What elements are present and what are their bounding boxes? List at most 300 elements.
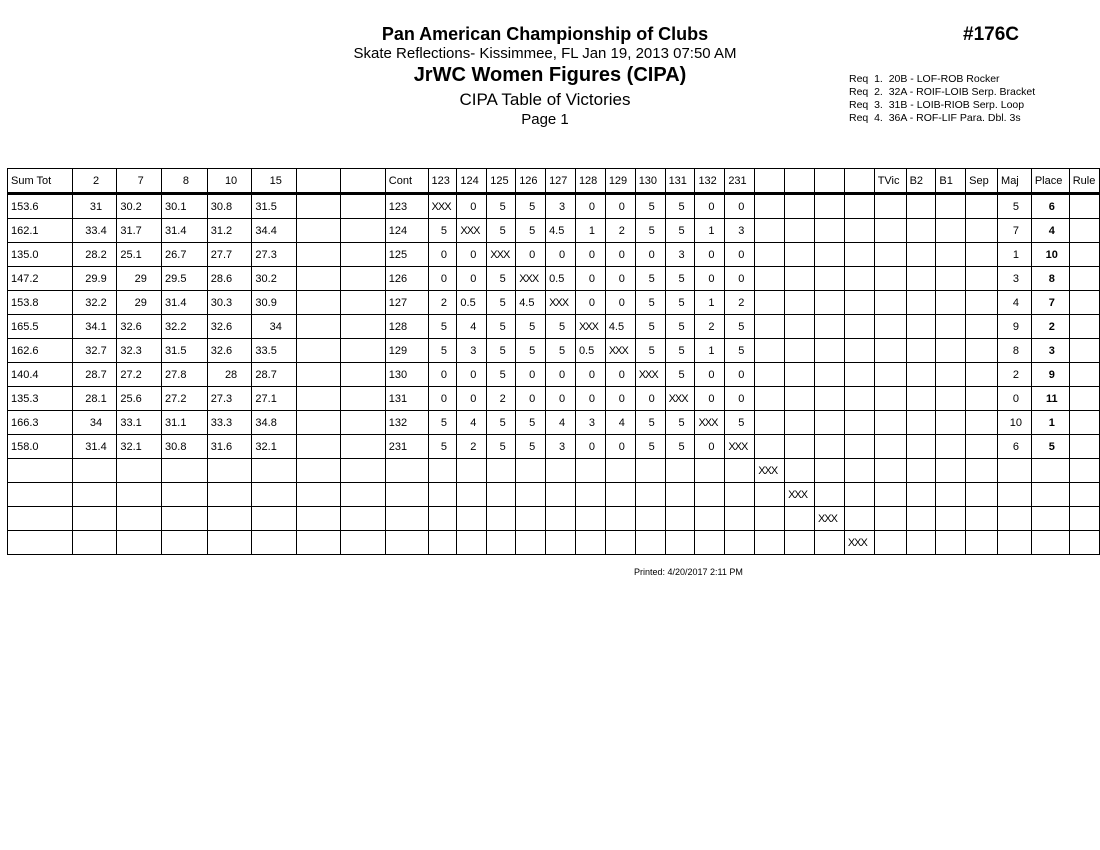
table-cell [341, 483, 385, 507]
table-cell: 5 [487, 315, 516, 339]
table-cell [874, 243, 906, 267]
table-cell: 5 [665, 315, 695, 339]
table-cell [906, 315, 936, 339]
table-cell [1069, 339, 1099, 363]
table-cell [341, 531, 385, 555]
table-cell [385, 531, 428, 555]
table-cell [207, 531, 252, 555]
table-cell: 34.8 [252, 411, 297, 435]
table-cell [457, 531, 487, 555]
table-cell: 0 [457, 267, 487, 291]
table-cell: 27.3 [207, 387, 252, 411]
table-cell: 5 [998, 194, 1032, 219]
table-cell [341, 339, 385, 363]
table-cell [725, 507, 755, 531]
table-cell: 0 [516, 387, 546, 411]
table-cell [341, 363, 385, 387]
table-cell: 32.1 [252, 435, 297, 459]
printed-timestamp: Printed: 4/20/2017 2:11 PM [634, 567, 743, 577]
table-cell: 29 [117, 267, 162, 291]
column-header: 130 [635, 169, 665, 194]
table-cell: 5 [665, 267, 695, 291]
table-cell [814, 387, 844, 411]
table-cell: 128 [385, 315, 428, 339]
table-cell: 5 [635, 194, 665, 219]
table-cell: 31.4 [162, 219, 208, 243]
table-cell: 2 [457, 435, 487, 459]
table-cell: 5 [546, 339, 576, 363]
table-cell: 153.8 [8, 291, 73, 315]
table-cell: 6 [998, 435, 1032, 459]
table-cell [936, 483, 966, 507]
table-cell [297, 291, 341, 315]
table-cell: 30.8 [207, 194, 252, 219]
table-cell [665, 483, 695, 507]
place-cell: 6 [1031, 194, 1069, 219]
table-cell: 31 [72, 194, 117, 219]
place-cell: 1 [1031, 411, 1069, 435]
table-cell [575, 483, 605, 507]
requirements-list [849, 73, 1035, 125]
place-cell [1031, 459, 1069, 483]
table-row [8, 531, 1100, 555]
table-cell: 0.5 [575, 339, 605, 363]
table-cell: 32.3 [117, 339, 162, 363]
table-cell: 0 [695, 363, 725, 387]
table-cell [844, 507, 874, 531]
requirement-item: Req 2. 32A - ROIF-LOIB Serp. Bracket [849, 86, 1036, 98]
table-cell [297, 483, 341, 507]
table-cell: 30.3 [207, 291, 252, 315]
table-cell [966, 531, 998, 555]
table-cell: 5 [635, 435, 665, 459]
table-cell [755, 363, 785, 387]
table-cell [72, 483, 117, 507]
column-header: 10 [207, 169, 252, 194]
self-comparison-cell: XXX [635, 363, 665, 387]
table-cell: 0 [635, 387, 665, 411]
table-cell: 5 [725, 411, 755, 435]
table-cell [605, 483, 635, 507]
table-cell: 3 [457, 339, 487, 363]
table-cell [457, 459, 487, 483]
table-cell [844, 291, 874, 315]
table-cell [936, 363, 966, 387]
table-cell: 27.2 [117, 363, 162, 387]
table-cell: 0 [575, 194, 605, 219]
table-cell [252, 531, 297, 555]
table-cell: 147.2 [8, 267, 73, 291]
championship-title: Pan American Championship of Clubs [381, 24, 709, 44]
table-cell: 3 [725, 219, 755, 243]
column-header: 124 [457, 169, 487, 194]
table-cell: 0 [516, 363, 546, 387]
table-cell [814, 219, 844, 243]
table-cell [874, 194, 906, 219]
table-cell: 0 [516, 243, 546, 267]
table-cell: 34 [72, 411, 117, 435]
table-cell: 125 [385, 243, 428, 267]
table-cell: 5 [665, 339, 695, 363]
table-cell: 0 [457, 363, 487, 387]
table-cell: 3 [575, 411, 605, 435]
table-cell [341, 194, 385, 219]
table-cell: 2 [725, 291, 755, 315]
table-cell [297, 387, 341, 411]
table-row [8, 435, 1100, 459]
table-cell [1069, 243, 1099, 267]
table-cell: 0 [546, 387, 576, 411]
column-header: B2 [906, 169, 936, 194]
column-header: Place [1031, 169, 1069, 194]
self-comparison-cell: XXX [785, 483, 815, 507]
table-cell: 5 [635, 267, 665, 291]
table-cell [341, 219, 385, 243]
table-cell [755, 219, 785, 243]
table-cell [117, 507, 162, 531]
column-header: 129 [605, 169, 635, 194]
table-cell: 0 [695, 387, 725, 411]
self-comparison-cell: XXX [428, 194, 457, 219]
table-cell [725, 531, 755, 555]
event-number: #176C [963, 24, 1019, 45]
table-cell: 0 [428, 243, 457, 267]
table-cell [785, 507, 815, 531]
table-cell [546, 483, 576, 507]
table-cell: 5 [635, 315, 665, 339]
table-cell [207, 459, 252, 483]
table-cell [428, 531, 457, 555]
table-cell [341, 411, 385, 435]
table-cell: 5 [516, 219, 546, 243]
table-cell: 5 [665, 411, 695, 435]
table-cell: 0 [695, 194, 725, 219]
self-comparison-cell: XXX [695, 411, 725, 435]
table-cell [341, 315, 385, 339]
table-cell [162, 531, 208, 555]
table-row [8, 387, 1100, 411]
column-header: Rule [1069, 169, 1099, 194]
table-cell [966, 411, 998, 435]
table-cell [998, 531, 1032, 555]
table-cell [998, 483, 1032, 507]
table-cell [605, 507, 635, 531]
table-cell: 0 [605, 435, 635, 459]
table-cell [665, 531, 695, 555]
table-cell [297, 531, 341, 555]
table-cell [252, 507, 297, 531]
table-cell: 140.4 [8, 363, 73, 387]
table-cell: 0 [725, 267, 755, 291]
requirement-item: Req 4. 36A - ROF-LIF Para. Dbl. 3s [849, 112, 1021, 124]
table-cell: 5 [725, 339, 755, 363]
place-cell: 9 [1031, 363, 1069, 387]
table-cell: 10 [998, 411, 1032, 435]
table-cell [874, 315, 906, 339]
table-cell: 32.6 [117, 315, 162, 339]
table-cell [1069, 315, 1099, 339]
table-cell [906, 267, 936, 291]
table-cell [998, 459, 1032, 483]
table-cell [844, 267, 874, 291]
table-cell: 5 [635, 219, 665, 243]
table-cell [936, 219, 966, 243]
table-cell [906, 339, 936, 363]
requirement-item: Req 1. 20B - LOF-ROB Rocker [849, 73, 1000, 85]
table-cell [428, 483, 457, 507]
table-cell: 5 [428, 435, 457, 459]
table-cell [297, 267, 341, 291]
table-cell [665, 459, 695, 483]
table-cell [385, 459, 428, 483]
table-cell: 5 [487, 291, 516, 315]
table-cell [814, 483, 844, 507]
table-cell [162, 483, 208, 507]
table-cell [785, 435, 815, 459]
table-row [8, 411, 1100, 435]
table-cell: 5 [516, 315, 546, 339]
table-cell [814, 194, 844, 219]
table-cell: 5 [516, 435, 546, 459]
venue-date: Skate Reflections- Kissimmee, FL Jan 19, 2013 07:50 AM [353, 45, 737, 62]
table-cell [695, 531, 725, 555]
table-cell: 30.2 [117, 194, 162, 219]
table-cell: 4 [546, 411, 576, 435]
table-cell [936, 507, 966, 531]
table-cell: 30.1 [162, 194, 208, 219]
table-cell: 0 [457, 387, 487, 411]
table-cell [695, 507, 725, 531]
table-cell: 28.2 [72, 243, 117, 267]
table-cell: 5 [487, 435, 516, 459]
table-cell: 135.0 [8, 243, 73, 267]
column-header: 2 [72, 169, 117, 194]
table-cell [1069, 507, 1099, 531]
table-cell [785, 459, 815, 483]
table-cell: 5 [487, 194, 516, 219]
self-comparison-cell: XXX [546, 291, 576, 315]
table-cell [844, 411, 874, 435]
table-cell [252, 459, 297, 483]
table-cell [844, 339, 874, 363]
column-header [297, 169, 341, 194]
table-cell: 5 [428, 315, 457, 339]
table-cell [487, 483, 516, 507]
table-cell: 1 [695, 339, 725, 363]
table-cell [906, 291, 936, 315]
table-cell: 0 [428, 387, 457, 411]
table-cell: 0 [635, 243, 665, 267]
table-cell [72, 507, 117, 531]
table-cell: 9 [998, 315, 1032, 339]
place-cell [1031, 531, 1069, 555]
table-cell: 5 [665, 435, 695, 459]
self-comparison-cell: XXX [844, 531, 874, 555]
table-cell [755, 243, 785, 267]
table-cell [546, 507, 576, 531]
table-cell: 166.3 [8, 411, 73, 435]
table-cell [1069, 219, 1099, 243]
event-name: JrWC Women Figures (CIPA) [413, 64, 687, 86]
table-row [8, 315, 1100, 339]
table-cell [8, 531, 73, 555]
table-cell: 5 [516, 411, 546, 435]
table-cell: 32.2 [162, 315, 208, 339]
table-row [8, 363, 1100, 387]
table-cell: 0 [575, 291, 605, 315]
table-cell: 3 [546, 435, 576, 459]
table-cell [844, 194, 874, 219]
table-cell: 30.2 [252, 267, 297, 291]
table-cell [457, 507, 487, 531]
table-cell: 3 [998, 267, 1032, 291]
table-cell [844, 387, 874, 411]
table-cell: 5 [516, 339, 546, 363]
table-cell: 0 [695, 267, 725, 291]
table-cell: 0 [575, 363, 605, 387]
table-cell: 153.6 [8, 194, 73, 219]
table-cell: 27.3 [252, 243, 297, 267]
table-cell [1069, 531, 1099, 555]
table-cell [428, 459, 457, 483]
table-cell [906, 387, 936, 411]
table-cell: 0 [575, 387, 605, 411]
table-cell [72, 459, 117, 483]
table-cell [1069, 411, 1099, 435]
table-cell: 33.3 [207, 411, 252, 435]
table-cell [297, 194, 341, 219]
table-cell: 28.7 [252, 363, 297, 387]
table-cell: 4 [457, 411, 487, 435]
table-cell: 127 [385, 291, 428, 315]
self-comparison-cell: XXX [605, 339, 635, 363]
table-cell [814, 243, 844, 267]
table-cell [635, 531, 665, 555]
table-cell [936, 411, 966, 435]
table-cell: 32.1 [117, 435, 162, 459]
table-cell [635, 459, 665, 483]
table-cell [874, 219, 906, 243]
table-cell [207, 507, 252, 531]
table-cell: 0 [605, 243, 635, 267]
table-cell: 0 [575, 267, 605, 291]
table-cell [207, 483, 252, 507]
table-cell: 5 [725, 315, 755, 339]
table-cell [874, 363, 906, 387]
self-comparison-cell: XXX [725, 435, 755, 459]
table-cell: 29 [117, 291, 162, 315]
table-cell [814, 363, 844, 387]
table-cell: 4 [998, 291, 1032, 315]
table-cell [1069, 387, 1099, 411]
column-header: 8 [162, 169, 208, 194]
table-cell [874, 267, 906, 291]
table-cell [814, 291, 844, 315]
table-cell [1069, 267, 1099, 291]
table-row [8, 339, 1100, 363]
table-cell [755, 507, 785, 531]
table-cell [966, 387, 998, 411]
table-cell [814, 411, 844, 435]
table-cell: 165.5 [8, 315, 73, 339]
column-header [755, 169, 785, 194]
table-cell [785, 387, 815, 411]
column-header: 132 [695, 169, 725, 194]
table-cell [966, 435, 998, 459]
table-cell [297, 411, 341, 435]
table-cell: 132 [385, 411, 428, 435]
table-cell [428, 507, 457, 531]
table-cell [635, 507, 665, 531]
table-cell [966, 291, 998, 315]
table-cell [844, 435, 874, 459]
place-cell: 4 [1031, 219, 1069, 243]
report-subtitle: CIPA Table of Victories [459, 90, 631, 109]
table-cell [487, 507, 516, 531]
table-cell: 0.5 [546, 267, 576, 291]
table-cell [785, 363, 815, 387]
table-cell [906, 459, 936, 483]
table-cell [814, 435, 844, 459]
column-header: B1 [936, 169, 966, 194]
table-cell [72, 531, 117, 555]
table-cell: 0 [695, 243, 725, 267]
table-cell: 0 [605, 291, 635, 315]
table-row [8, 483, 1100, 507]
table-cell: 231 [385, 435, 428, 459]
table-cell: 31.1 [162, 411, 208, 435]
table-cell [936, 531, 966, 555]
self-comparison-cell: XXX [487, 243, 516, 267]
table-cell: 29.9 [72, 267, 117, 291]
table-cell: 5 [487, 339, 516, 363]
table-cell: 5 [665, 291, 695, 315]
table-cell: 2 [428, 291, 457, 315]
table-cell [297, 315, 341, 339]
table-cell [785, 291, 815, 315]
table-cell: 0 [546, 363, 576, 387]
table-cell: 5 [635, 339, 665, 363]
table-cell: 0 [725, 363, 755, 387]
table-cell: 3 [665, 243, 695, 267]
table-cell: 4.5 [546, 219, 576, 243]
table-cell [844, 243, 874, 267]
table-cell [516, 483, 546, 507]
table-cell [297, 507, 341, 531]
table-cell: 124 [385, 219, 428, 243]
place-cell: 3 [1031, 339, 1069, 363]
table-row [8, 243, 1100, 267]
table-cell: 0 [605, 363, 635, 387]
table-cell [665, 507, 695, 531]
column-header [341, 169, 385, 194]
table-row [8, 291, 1100, 315]
table-cell [874, 459, 906, 483]
place-cell [1031, 507, 1069, 531]
table-cell [117, 483, 162, 507]
table-cell [936, 459, 966, 483]
table-cell [755, 315, 785, 339]
table-cell: 2 [487, 387, 516, 411]
table-cell: 31.5 [252, 194, 297, 219]
column-header: Sep [966, 169, 998, 194]
table-cell: 4 [605, 411, 635, 435]
table-cell [117, 459, 162, 483]
table-cell: 130 [385, 363, 428, 387]
table-cell [695, 459, 725, 483]
table-cell: 34.1 [72, 315, 117, 339]
table-cell: 126 [385, 267, 428, 291]
